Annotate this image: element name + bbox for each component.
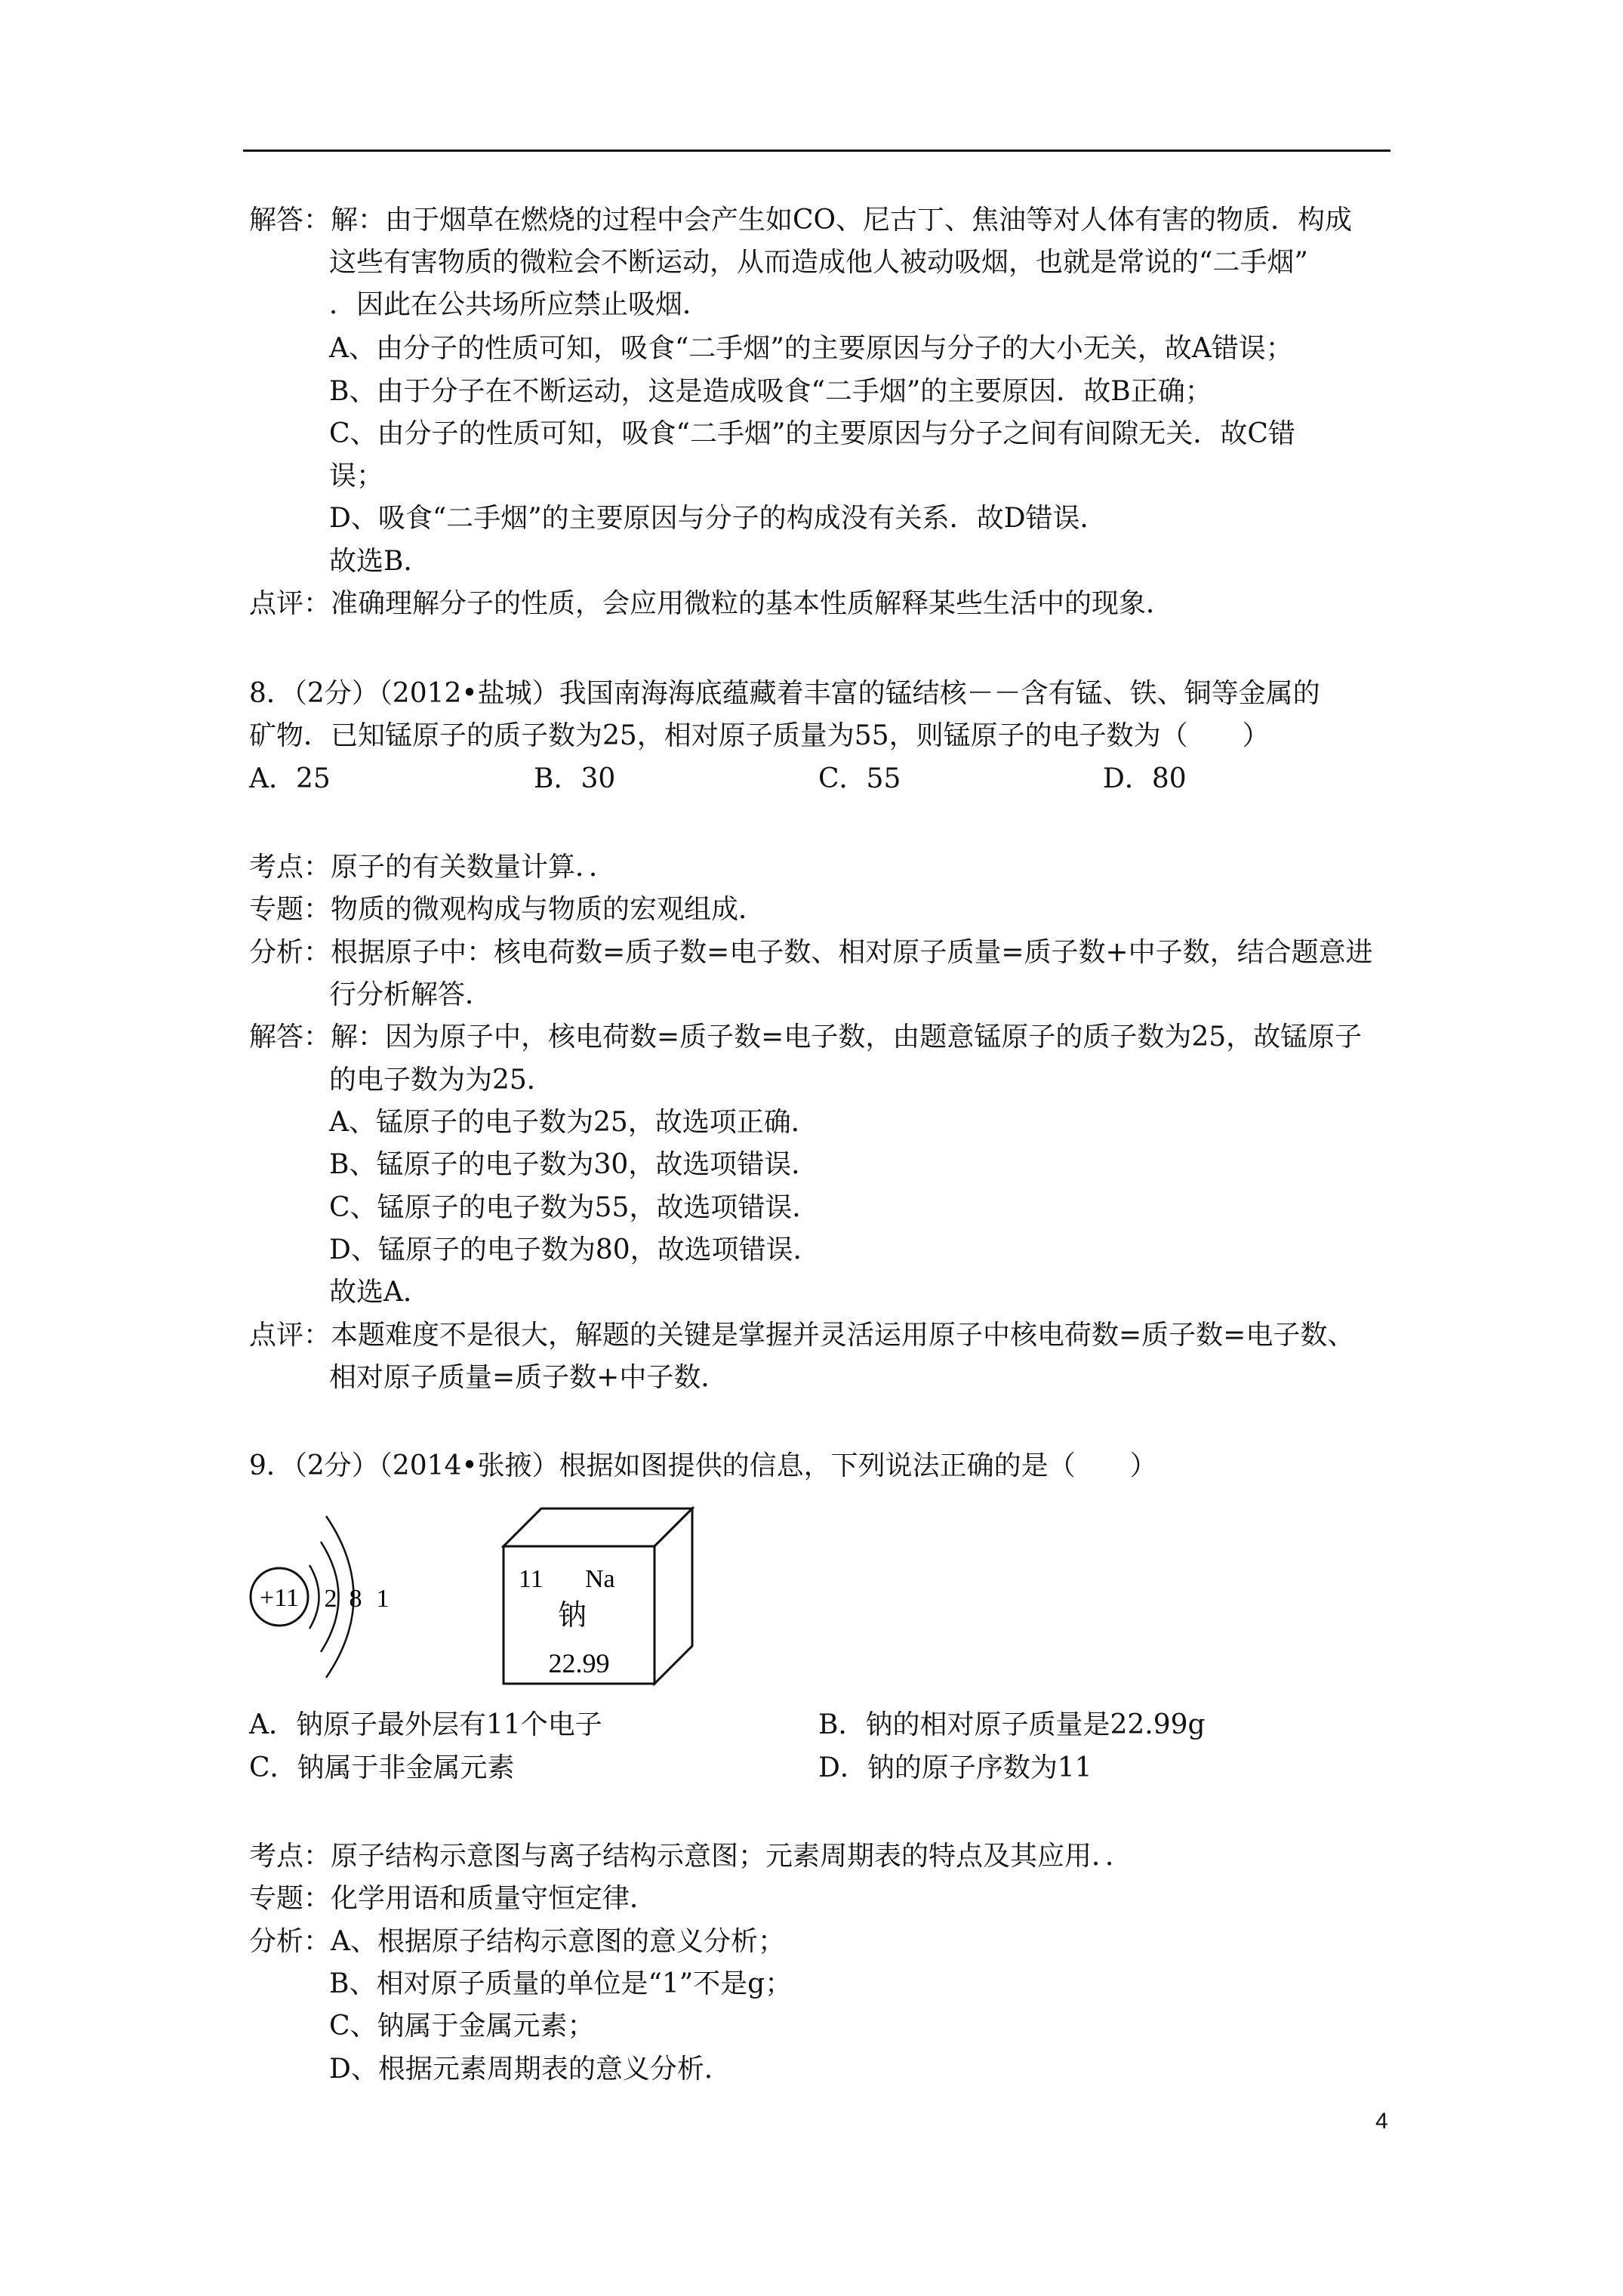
q8-comment: 相对原子质量=质子数+中子数． xyxy=(329,1362,728,1393)
atomic-number: 11 xyxy=(519,1565,544,1593)
q8-option-b: B．30 xyxy=(534,763,616,794)
q8-comment: 点评：本题难度不是很大，解题的关键是掌握并灵活运用原子中核电荷数=质子数=电子数、 xyxy=(249,1320,1355,1351)
q9-option-b: B．钠的相对原子质量是22.99g xyxy=(818,1709,1206,1740)
q8-analysis: 行分析解答． xyxy=(329,979,493,1010)
q9-analysis: B、相对原子质量的单位是“1”不是g； xyxy=(329,1968,793,1999)
q7-answer-line: ．因此在公共场所应禁止吸烟． xyxy=(329,289,710,320)
element-symbol: Na xyxy=(585,1565,615,1593)
q8-option-d: D．80 xyxy=(1103,763,1187,794)
element-name: 钠 xyxy=(558,1598,587,1632)
q9-analysis: C、钠属于金属元素； xyxy=(329,2011,595,2042)
header-rule xyxy=(243,149,1390,152)
atomic-mass: 22.99 xyxy=(548,1648,610,1678)
q8-stem: 8．（2分）（2012•盐城）我国南海海底蕴藏着丰富的锰结核－－含有锰、铁、铜等金属的 xyxy=(249,678,1320,709)
q8-zhuanti: 专题：物质的微观构成与物质的宏观组成． xyxy=(249,894,766,925)
q8-answer: 的电子数为为25． xyxy=(329,1065,554,1096)
q7-comment: 点评：准确理解分子的性质，会应用微粒的基本性质解释某些生活中的现象． xyxy=(249,588,1174,619)
shell-count-2: 8 xyxy=(349,1585,362,1613)
atom-structure-diagram xyxy=(242,1495,408,1691)
q9-stem: 9．（2分）（2014•张掖）根据如图提供的信息，下列说法正确的是（ ） xyxy=(249,1450,1157,1481)
q7-answer-line: 故选B． xyxy=(329,546,431,577)
q8-answer: 故选A． xyxy=(329,1277,430,1308)
q8-option-c: C．55 xyxy=(818,763,901,794)
q9-analysis: D、根据元素周期表的意义分析． xyxy=(329,2054,731,2085)
q9-option-d: D．钠的原子序数为11 xyxy=(818,1752,1092,1783)
q7-answer-line: B、由于分子在不断运动，这是造成吸食“二手烟”的主要原因．故B正确； xyxy=(329,376,1212,407)
q8-option-a: A．25 xyxy=(249,763,331,794)
q9-option-a: A．钠原子最外层有11个电子 xyxy=(249,1709,602,1740)
q7-answer-line: C、由分子的性质可知，吸食“二手烟”的主要原因与分子之间有间隙无关．故C错 xyxy=(329,418,1295,449)
q8-answer: B、锰原子的电子数为30，故选项错误． xyxy=(329,1149,819,1180)
q9-analysis: 分析：A、根据原子结构示意图的意义分析； xyxy=(249,1926,785,1957)
q8-stem: 矿物．已知锰原子的质子数为25，相对原子质量为55，则锰原子的电子数为（ ） xyxy=(249,720,1270,751)
q8-answer: D、锰原子的电子数为80，故选项错误． xyxy=(329,1234,821,1265)
q9-kaodian: 考点：原子结构示意图与离子结构示意图；元素周期表的特点及其应用．． xyxy=(249,1841,1133,1872)
nucleus-charge: +11 xyxy=(260,1584,299,1612)
q8-kaodian: 考点：原子的有关数量计算．． xyxy=(249,852,617,883)
q8-answer: C、锰原子的电子数为55，故选项错误． xyxy=(329,1192,820,1223)
q8-analysis: 分析：根据原子中：核电荷数=质子数=电子数、相对原子质量=质子数+中子数，结合题意进 xyxy=(249,937,1373,968)
q7-answer-line: D、吸食“二手烟”的主要原因与分子的构成没有关系．故D错误． xyxy=(329,503,1107,534)
q7-answer-line: 这些有害物质的微粒会不断运动，从而造成他人被动吸烟，也就是常说的“二手烟” xyxy=(329,247,1308,278)
shell-count-3: 1 xyxy=(376,1585,390,1613)
q7-answer-line: A、由分子的性质可知，吸食“二手烟”的主要原因与分子的大小无关，故A错误； xyxy=(329,333,1293,364)
page-number: 4 xyxy=(1375,2109,1388,2134)
q7-answer-line: 误； xyxy=(329,461,384,492)
element-card xyxy=(494,1502,698,1699)
q8-answer: A、锰原子的电子数为25，故选项正确． xyxy=(329,1107,818,1138)
q9-option-c: C．钠属于非金属元素 xyxy=(249,1752,515,1783)
q8-answer: 解答：解：因为原子中，核电荷数=质子数=电子数，由题意锰原子的质子数为25，故锰原子 xyxy=(249,1022,1363,1052)
q7-answer-line: 解答：解：由于烟草在燃烧的过程中会产生如CO、尼古丁、焦油等对人体有害的物质．构成 xyxy=(249,205,1353,236)
q9-zhuanti: 专题：化学用语和质量守恒定律． xyxy=(249,1883,658,1914)
shell-count-1: 2 xyxy=(324,1585,337,1613)
